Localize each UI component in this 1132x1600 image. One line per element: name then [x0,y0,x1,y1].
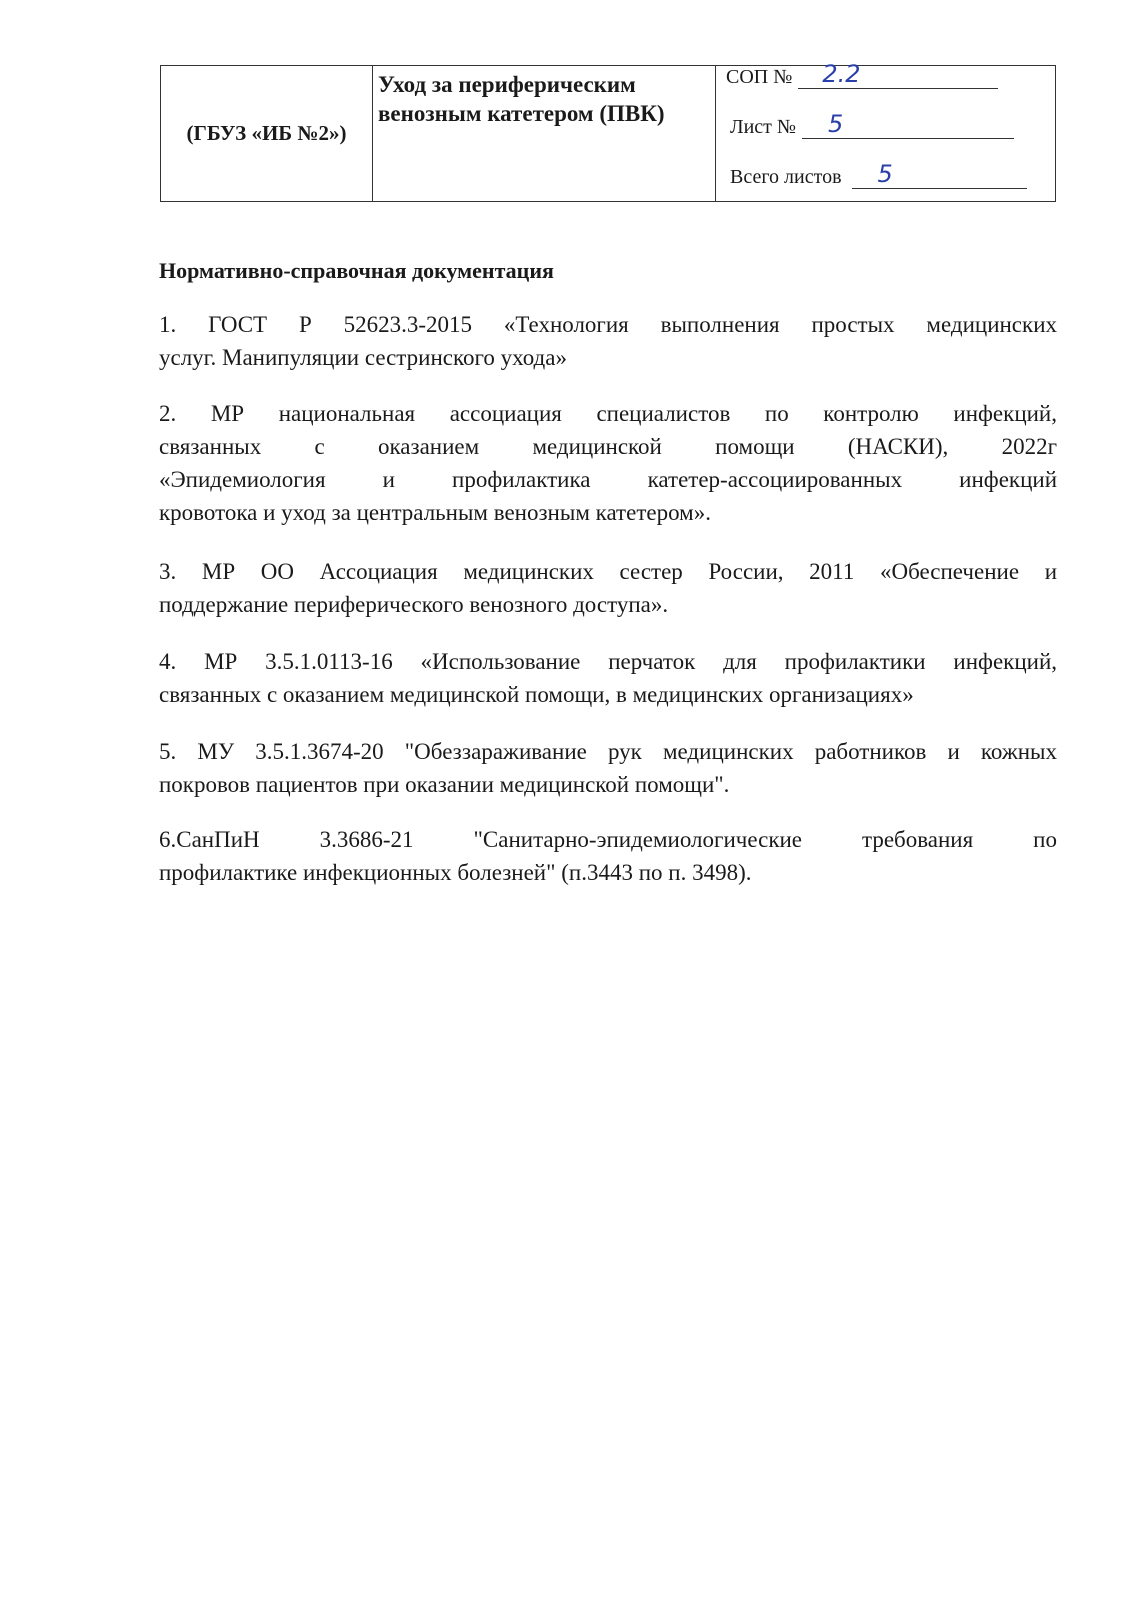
reference-item-6 [159,823,1057,889]
reference-item-3 [159,555,1057,621]
section-title: Нормативно-справочная документация [159,258,554,283]
item-line: 4. МР 3.5.1.0113-16 «Использование перчаток для профилактики инфекций, [159,649,1057,674]
total-sheets-line [852,160,1027,189]
item-line: связанных с оказанием медицинской помощи, в медицинских организациях» [159,682,914,707]
org-name: (ГБУЗ «ИБ №2») [186,121,347,145]
item-line: 3. МР ОО Ассоциация медицинских сестер России, 2011 «Обеспечение и [159,559,1057,584]
item-line: покровов пациентов при оказании медицинской помощи". [159,772,730,797]
document-title [378,70,715,128]
item-line: 1. ГОСТ Р 52623.3-2015 «Технология выполнения простых медицинских [159,312,1057,337]
title-line-2: венозным катетером (ПВК) [378,101,665,126]
item-line: 6.СанПиН 3.3686-21 "Санитарно-эпидемиологические требования по [159,827,1057,852]
item-line: «Эпидемиология и профилактика катетер-ассоциированных инфекций [159,467,1057,492]
item-line: 2. МР национальная ассоциация специалистов по контролю инфекций, [159,401,1057,426]
item-line: поддержание периферического венозного доступа». [159,592,669,617]
sheet-number-line [802,110,1014,139]
title-line-1: Уход за периферическим [378,72,636,97]
reference-item-4 [159,645,1057,711]
sheet-number-handwritten: 5 [827,110,844,138]
org-cell [161,66,373,201]
sop-number-line [798,60,998,89]
total-sheets-row [730,160,1027,189]
reference-item-2 [159,397,1057,529]
item-line: 5. МУ 3.5.1.3674-20 "Обеззараживание рук медицинских работников и кожных [159,739,1057,764]
sheet-label: Лист № [730,116,796,138]
meta-cell [716,60,1055,201]
sop-label: СОП № [726,66,793,88]
reference-item-1 [159,308,1057,374]
item-line: профилактике инфекционных болезней" (п.3443 по п. 3498). [159,860,752,885]
reference-item-5 [159,735,1057,801]
header-table [160,60,1056,202]
title-cell [373,66,716,201]
sheet-number-row [730,110,1014,139]
sop-number-row [726,60,998,89]
total-sheets-label: Всего листов [730,166,842,188]
sop-number-handwritten: 2.2 [822,60,861,88]
total-sheets-handwritten: 5 [877,160,893,188]
item-line: услуг. Манипуляции сестринского ухода» [159,345,567,370]
item-line: связанных с оказанием медицинской помощи (НАСКИ), 2022г [159,434,1057,459]
item-line: кровотока и уход за центральным венозным катетером». [159,500,711,525]
